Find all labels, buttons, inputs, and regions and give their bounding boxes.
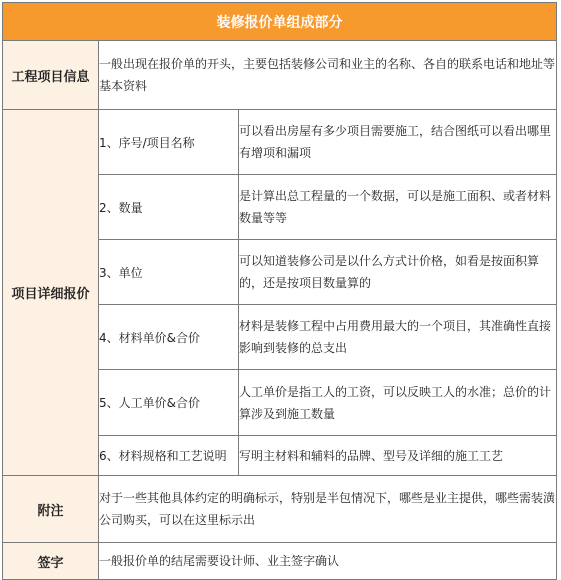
- detail-item-label: 6、材料规格和工艺说明: [99, 436, 239, 476]
- table-row: [3, 110, 557, 175]
- table-header-row: [3, 3, 557, 41]
- detail-item-label: 5、人工单价&合价: [99, 370, 239, 436]
- detail-item-desc: 是计算出总工程量的一个数据，可以是施工面积、或者材料数量等等: [239, 175, 557, 240]
- table-row: [3, 476, 557, 543]
- detail-item-desc: 材料是装修工程中占用费用最大的一个项目，其准确性直接影响到装修的总支出: [239, 305, 557, 370]
- table-row: [3, 543, 557, 580]
- category-notes: 附注: [3, 476, 99, 543]
- detail-item-desc: 人工单价是指工人的工资，可以反映工人的水准；总价的计算涉及到施工数量: [239, 370, 557, 436]
- category-signature: 签字: [3, 543, 99, 580]
- quote-composition-table: [2, 2, 557, 580]
- signature-desc: 一般报价单的结尾需要设计师、业主签字确认: [99, 543, 557, 580]
- detail-item-label: 2、数量: [99, 175, 239, 240]
- table-row: [3, 41, 557, 110]
- detail-item-desc: 写明主材料和辅料的品牌、型号及详细的施工工艺: [239, 436, 557, 476]
- project-info-desc: 一般出现在报价单的开头，主要包括装修公司和业主的名称、各自的联系电话和地址等基本资料: [99, 41, 557, 110]
- detail-item-label: 4、材料单价&合价: [99, 305, 239, 370]
- table-title: 装修报价单组成部分: [3, 3, 557, 41]
- category-detail-quote: 项目详细报价: [3, 110, 99, 476]
- notes-desc: 对于一些其他具体约定的明确标示，特别是半包情况下，哪些是业主提供，哪些需装潢公司购买，可以在这里标示出: [99, 476, 557, 543]
- detail-item-label: 1、序号/项目名称: [99, 110, 239, 175]
- detail-item-desc: 可以看出房屋有多少项目需要施工，结合图纸可以看出哪里有增项和漏项: [239, 110, 557, 175]
- detail-item-desc: 可以知道装修公司是以什么方式计价格，如看是按面积算的，还是按项目数量算的: [239, 240, 557, 305]
- detail-item-label: 3、单位: [99, 240, 239, 305]
- category-project-info: 工程项目信息: [3, 41, 99, 110]
